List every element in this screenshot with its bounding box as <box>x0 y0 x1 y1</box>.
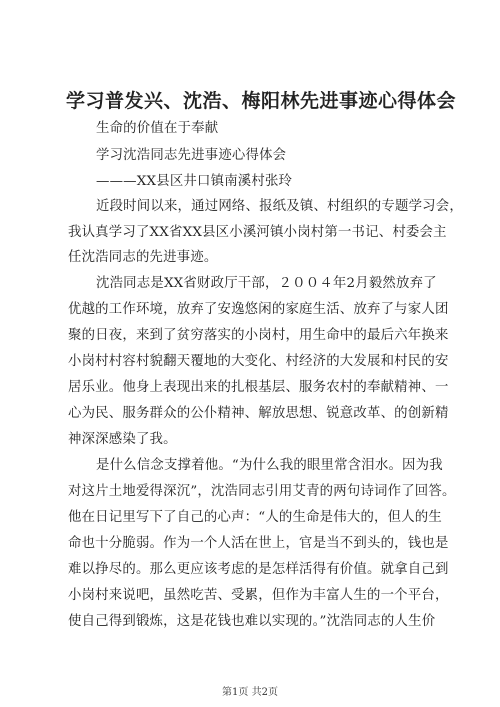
document-title: 学习普发兴、沈浩、梅阳林先进事迹心得体会 <box>66 90 457 112</box>
body-line: 对这片土地爱得深沉”，沈浩同志引用艾青的两句诗词作了回答。 <box>68 484 456 499</box>
body-line: 他在日记里写下了自己的心声：“人的生命是伟大的，但人的生 <box>68 510 442 525</box>
body-line: 沈浩同志是XX省财政厅干部，２００４年2月毅然放弃了 <box>96 276 437 291</box>
author-line: ———XX县区井口镇南溪村张玲 <box>96 174 293 189</box>
page-number-footer: 第1页 共2页 <box>222 687 278 698</box>
body-line: 小岗村来说吧，虽然吃苦、受累，但作为丰富人生的一个平台， <box>68 588 449 603</box>
body-line: 聚的日夜，来到了贫穷落实的小岗村，用生命中的最后六年换来 <box>68 328 449 343</box>
body-line: 居乐业。他身上表现出来的扎根基层、服务农村的奉献精神、一 <box>68 380 449 395</box>
subtitle-line: 生命的价值在于奉献 <box>96 121 219 136</box>
body-line: 我认真学习了XX省XX县区小溪河镇小岗村第一书记、村委会主 <box>68 225 447 240</box>
subtitle-line: 学习沈浩同志先进事迹心得体会 <box>96 148 287 163</box>
body-line: 近段时间以来，通过网络、报纸及镇、村组织的专题学习会， <box>96 199 463 214</box>
body-line: 任沈浩同志的先进事迹。 <box>68 250 218 265</box>
body-line: 使自己得到锻炼，这是花钱也难以实现的。”沈浩同志的人生价 <box>68 614 436 629</box>
body-line: 难以挣尽的。那么更应该考虑的是怎样活得有价值。就拿自己到 <box>68 562 449 577</box>
body-line: 是什么信念支撑着他。“为什么我的眼里常含泪水。因为我 <box>96 458 443 473</box>
body-line: 小岗村村容村貌翻天覆地的大变化、村经济的大发展和村民的安 <box>68 354 449 369</box>
body-line: 优越的工作环境，放弃了安逸悠闲的家庭生活、放弃了与家人团 <box>68 302 449 317</box>
body-line: 命也十分脆弱。作为一个人活在世上，官是当不到头的，钱也是 <box>68 536 449 551</box>
body-line: 神深深感染了我。 <box>68 432 177 447</box>
body-line: 心为民、服务群众的公仆精神、解放思想、锐意改革、的创新精 <box>68 406 449 421</box>
